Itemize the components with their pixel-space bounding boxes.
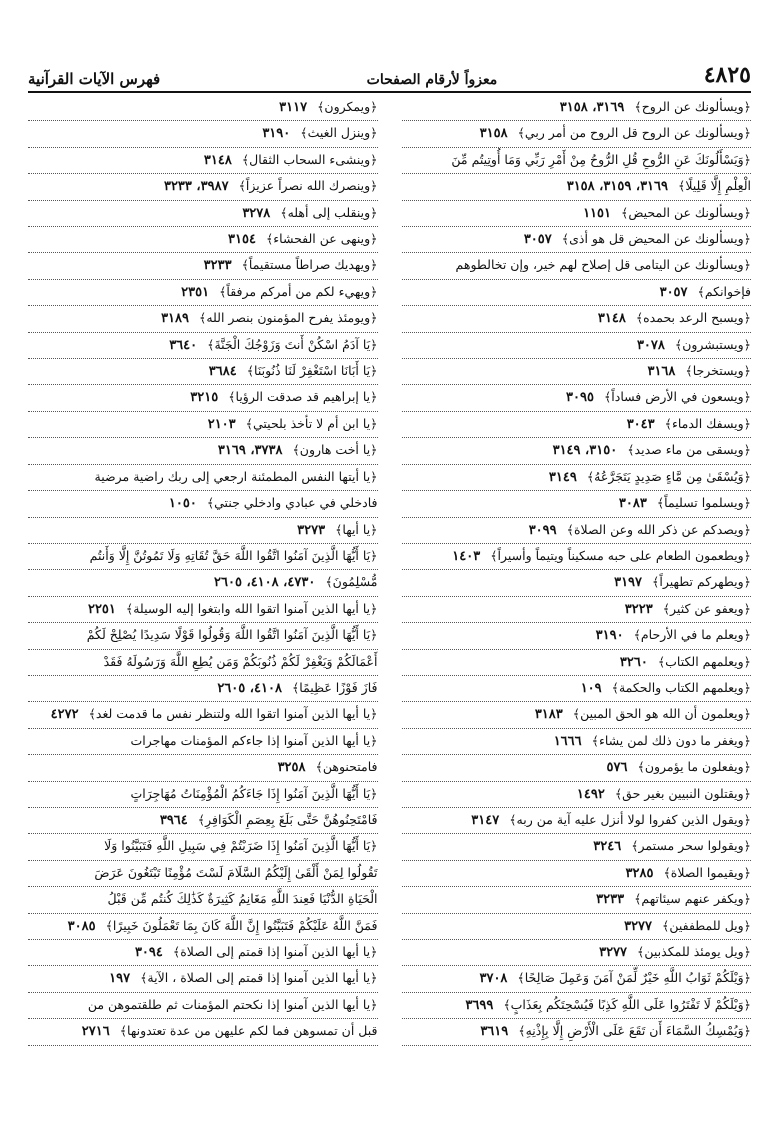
verse-text: ﴿يا ابن أم لا تأخذ بلحيتي﴾ [245, 415, 378, 431]
verse-text: ﴿وَيَسْأَلُونَكَ عَنِ الرُّوحِ قُلِ الرُّوحُ مِنْ أَمْرِ رَبِّي وَمَا أُوتِيتُم مِّنَ [451, 151, 751, 167]
page-references: ٣١٥٠، ٣١٤٩ [552, 443, 618, 459]
index-entry [402, 306, 752, 332]
page-references [98, 892, 104, 907]
verse-text: ﴿ويعفو عن كثير﴾ [662, 600, 751, 616]
verse-text: ﴿ويسألونك عن المحيض قل هو أذى﴾ [561, 231, 751, 247]
index-entry [402, 359, 752, 385]
index-entry [402, 1019, 752, 1045]
page-references: ٣١٤٧ [471, 812, 500, 828]
page-references [121, 787, 127, 802]
page-references [94, 655, 100, 670]
page-references: ٣٢٧٣ [297, 522, 326, 538]
index-entry [402, 861, 752, 887]
right-column [402, 95, 752, 1125]
page-references: ٣١٩٧ [614, 575, 643, 591]
page-references [80, 549, 86, 564]
index-entry [28, 95, 378, 121]
left-column [28, 95, 378, 1125]
page-references: ٣١١٧ [279, 100, 308, 115]
verse-text: ﴿ويومئذ يفرح المؤمنون بنصر الله﴾ [199, 310, 378, 326]
verse-text: ﴿وينزل الغيث﴾ [300, 125, 378, 141]
verse-text: ﴿ويقيموا الصلاة﴾ [663, 864, 751, 880]
index-entry [402, 570, 752, 596]
index-entry [402, 148, 752, 174]
index-entry [402, 914, 752, 940]
verse-text: ﴿وَيْلَكُمْ ثَوَابُ اللَّهِ خَيْرٌ لِّمَنْ آمَنَ وَعَمِلَ صَالِحًا﴾ [517, 970, 751, 986]
index-entry [28, 1019, 378, 1045]
index-entry [28, 729, 378, 755]
verse-text: ﴿وَيْلَكُمْ لَا تَفْتَرُوا عَلَى اللَّهِ كَذِبًا فَيُسْحِتَكُم بِعَذَابٍ﴾ [503, 996, 751, 1012]
page-references: ٤٧٣٠، ٤١٠٨، ٢٦٠٥ [214, 575, 316, 591]
verse-text: ﴿ويقولوا سحر مستمر﴾ [631, 838, 751, 854]
page-number: ٤٨٢٥ [703, 62, 751, 88]
verse-text: ﴿يَا أَيُّهَا الَّذِينَ آمَنُوا إِذَا ضَرَبْتُمْ فِي سَبِيلِ اللَّهِ فَتَبَيَّنُوا وَلَا [104, 838, 378, 854]
verse-text: ﴿ويكفر عنهم سيئاتهم﴾ [634, 891, 751, 907]
index-entry [402, 834, 752, 860]
verse-text: الْعِلْمِ إِلَّا قَلِيلًا﴾ [678, 178, 751, 194]
page-references: ٣١٦٩، ٣١٥٩، ٣١٥٨ [566, 179, 668, 195]
index-entry [402, 702, 752, 728]
index-entry [28, 201, 378, 227]
page-references: ٣٧٣٨، ٣١٦٩ [217, 443, 283, 459]
index-entry [28, 914, 378, 940]
index-entry [28, 966, 378, 992]
index-entry [402, 280, 752, 306]
index-entry [28, 808, 378, 834]
verse-text: ﴿وَيُسْقَىٰ مِن مَّاءٍ صَدِيدٍ يَتَجَرَّعُهُ﴾ [586, 468, 751, 484]
page-references [77, 628, 83, 643]
index-entry [28, 834, 378, 860]
index-entry [402, 253, 752, 279]
page-references: ٣٠٥٧ [523, 232, 552, 248]
verse-text: ﴿ويقول الذين كفروا لولا أنزل عليه آية من ربه﴾ [509, 811, 751, 827]
page-references: ٣٠٨٥ [67, 918, 96, 934]
verse-text: ﴿ويعلمون أن الله هو الحق المبين﴾ [572, 706, 751, 722]
page-references: ٣١٨٩ [161, 311, 189, 327]
page-references [446, 258, 452, 273]
verse-text: ﴿ويقتلون النبيين بغير حق﴾ [614, 785, 751, 801]
verse-text: ﴿وينشىء السحاب الثقال﴾ [241, 151, 378, 167]
verse-text: ﴿يَا أَيُّهَا الَّذِينَ آمَنُوا إِذَا جَاءَكُمُ الْمُؤْمِنَاتُ مُهَاجِرَاتٍ [130, 785, 378, 801]
page-references: ٣١٨٣ [534, 707, 563, 723]
index-entry [28, 676, 378, 702]
verse-text: ﴿يَا آدَمُ اسْكُنْ أَنتَ وَزَوْجُكَ الْجَنَّةَ﴾ [207, 336, 378, 352]
page-references: ٣٠٩٥ [566, 390, 594, 406]
index-entry [402, 676, 752, 702]
index-entry [402, 729, 752, 755]
verse-text: فادخلي في عبادي وادخلي جنتي﴾ [206, 495, 378, 511]
index-entry [402, 385, 752, 411]
page-references: ٣٢٥٨ [277, 760, 306, 776]
verse-text: ﴿ويسلموا تسليماً﴾ [656, 495, 751, 511]
index-entry [402, 518, 752, 544]
index-entry [402, 993, 752, 1019]
page-references: ٣٢٣٣ [203, 258, 232, 274]
index-entry [402, 412, 752, 438]
verse-text: ﴿وينصرك الله نصراً عزيزاً﴾ [238, 178, 378, 194]
page-references: ١٤٩٢ [576, 786, 605, 802]
verse-text: ﴿يَا أَيُّهَا الَّذِينَ آمَنُوا اتَّقُوا اللَّهَ حَقَّ تُقَاتِهِ وَلَا تَمُوتُنَّ إِلَّا وَأَنتُم [89, 547, 378, 563]
verse-text: ﴿ويطعمون الطعام على حبه مسكيناً ويتيماً وأسيراً﴾ [490, 547, 751, 563]
verse-text: ﴿وَيُمْسِكُ السَّمَاءَ أَن تَقَعَ عَلَى الْأَرْضِ إِلَّا بِإِذْنِهِ﴾ [518, 1023, 751, 1039]
index-entry [402, 808, 752, 834]
verse-text: ﴿ويصدكم عن ذكر الله وعن الصلاة﴾ [566, 521, 751, 537]
index-entry [28, 121, 378, 147]
index-entry [28, 940, 378, 966]
index-entry [402, 623, 752, 649]
page-references: ١٠٥٠ [168, 496, 197, 512]
index-entry [28, 518, 378, 544]
index-entry [28, 650, 378, 676]
page-references: ١١٥١ [583, 205, 611, 221]
verse-text: ﴿ويفعلون ما يؤمرون﴾ [637, 759, 751, 775]
index-entry [402, 544, 752, 570]
page-references: ٣١٥٨ [479, 126, 508, 142]
page-references: ٣٢٨٥ [625, 865, 654, 881]
verse-text: ﴿ويهديك صراطاً مستقيماً﴾ [241, 257, 378, 273]
verse-text: ﴿يا أيها﴾ [335, 521, 378, 537]
index-entry [402, 887, 752, 913]
index-entry [402, 95, 752, 121]
index-entry [28, 148, 378, 174]
verse-text: ﴿ويعلمهم الكتاب والحكمة﴾ [611, 679, 751, 695]
verse-text: أَعْمَالَكُمْ وَيَغْفِرْ لَكُمْ ذُنُوبَكُمْ وَمَن يُطِعِ اللَّهَ وَرَسُولَهُ فَقَدْ [103, 653, 378, 669]
index-entry [28, 227, 378, 253]
page-references: ٣١٤٨ [597, 311, 626, 327]
index-entry [28, 280, 378, 306]
index-entry [28, 702, 378, 728]
page-references [78, 998, 84, 1013]
verse-text: ﴿ويسألونك عن الروح قل الروح من أمر ربي﴾ [517, 125, 751, 141]
page-references: ٣٦١٩ [480, 1024, 509, 1040]
verse-text: ﴿وينقلب إلى أهله﴾ [280, 204, 378, 220]
index-entry [402, 650, 752, 676]
page-references [85, 470, 91, 485]
index-entry [28, 755, 378, 781]
page-references: ٣٢٧٨ [242, 205, 271, 221]
index-entry [28, 570, 378, 596]
index-entry [402, 966, 752, 992]
index-entry [28, 887, 378, 913]
index-entry [28, 623, 378, 649]
page-references: ٣٦٩٩ [465, 997, 494, 1013]
verse-text: ﴿ويسبح الرعد بحمده﴾ [635, 310, 751, 326]
page-references: ٣١٩٠ [595, 628, 624, 644]
index-entry [402, 755, 752, 781]
verse-text: ﴿ويستخرجا﴾ [685, 363, 751, 379]
page-references: ٣١٦٩، ٣١٥٨ [559, 100, 625, 115]
page-references: ١٤٠٣ [452, 548, 481, 564]
verse-text: ﴿يَا أَبَانَا اسْتَغْفِرْ لَنَا ذُنُوبَنَا﴾ [246, 363, 378, 379]
page-references: ٣١٦٨ [647, 364, 676, 380]
verse-text: فَامْتَحِنُوهُنَّ حَتَّى بَلَغَ بِعِصَمِ الْكَوَافِرِ﴾ [197, 811, 378, 827]
page-references: ٣٠٥٧ [659, 284, 688, 300]
verse-text: ﴿يا أيها الذين آمنوا اتقوا الله وابتغوا إليه الوسيلة﴾ [125, 600, 378, 616]
verse-text: ﴿يا أيها الذين آمنوا إذا نكحتم المؤمنات ثم طلقتموهن من [87, 996, 378, 1012]
page-references: ٣١٩٠ [262, 126, 291, 142]
index-columns [28, 95, 751, 1125]
page-references: ٤١٠٨، ٢٦٠٥ [217, 680, 282, 696]
index-entry [402, 465, 752, 491]
verse-text: ﴿ويهيء لكم من أمركم مرفقاً﴾ [219, 283, 378, 299]
index-title: فهرس الآيات القرآنية [28, 70, 161, 88]
verse-text: فَازَ فَوْزًا عَظِيمًا﴾ [291, 679, 378, 695]
page-references: ٣١٥٤ [228, 232, 256, 248]
verse-text: ﴿ويسألونك عن الروح﴾ [634, 99, 751, 114]
verse-text: ﴿ويل للمطففين﴾ [662, 917, 751, 933]
verse-text: تَقُولُوا لِمَنْ أَلْقَىٰ إِلَيْكُمُ السَّلَامَ لَسْتَ مُؤْمِنًا تَبْتَغُونَ عَرَضَ [94, 864, 378, 880]
verse-text: قبل أن تمسوهن فما لكم عليهن من عدة تعتدونها﴾ [119, 1023, 378, 1039]
verse-text: فإخوانكم﴾ [697, 283, 751, 299]
running-title: معزواً لأرقام الصفحات [366, 72, 498, 88]
verse-text: ﴿يا إبراهيم قد صدقت الرؤيا﴾ [228, 389, 378, 405]
verse-text: ﴿ويستبشرون﴾ [674, 336, 751, 352]
index-entry [28, 306, 378, 332]
page-references: ٣٢١٥ [190, 390, 219, 406]
verse-text: ﴿ويسعون في الأرض فساداً﴾ [603, 389, 751, 405]
verse-text: الْحَيَاةِ الدُّنْيَا فَعِندَ اللَّهِ مَغَانِمُ كَثِيرَةٌ كَذَٰلِكَ كُنتُم مِّن قَبْلُ [107, 891, 378, 907]
verse-text: فامتحنوهن﴾ [315, 759, 378, 775]
page-references: ٣١٤٩ [548, 469, 577, 485]
index-entry [28, 597, 378, 623]
page-references: ٤٢٧٢ [50, 707, 79, 723]
verse-text: ﴿يا أخت هارون﴾ [292, 442, 378, 458]
verse-text: ﴿يا أيتها النفس المطمئنة ارجعي إلى ربك راضية مرضية [94, 468, 378, 484]
verse-text: ﴿وينهى عن الفحشاء﴾ [265, 231, 378, 247]
index-entry [402, 782, 752, 808]
page-references: ٣٦٨٤ [208, 364, 237, 380]
verse-text: ﴿يا أيها الذين آمنوا إذا قمتم إلى الصلاة﴾ [172, 944, 378, 959]
page-references: ٣٧٠٨ [479, 971, 508, 987]
index-entry [402, 940, 752, 966]
page-header [28, 58, 751, 93]
page-references: ٣٩٨٧، ٣٢٣٣ [163, 179, 229, 195]
page-references: ٢٢٥١ [87, 601, 116, 617]
index-entry [402, 201, 752, 227]
index-entry [28, 438, 378, 464]
verse-text: ﴿ويل يومئذ للمكذبين﴾ [637, 944, 751, 959]
page-references [121, 734, 127, 749]
page-references: ٣٢٧٧ [599, 945, 628, 960]
verse-text: ﴿يا أيها الذين آمنوا اتقوا الله ولتنظر نفس ما قدمت لغد﴾ [88, 706, 378, 722]
verse-text: ﴿ويطهركم تطهيراً﴾ [652, 574, 751, 590]
page-references: ٣٢٤٦ [593, 839, 622, 855]
page-references: ٣٦٤٠ [169, 337, 198, 353]
page-references: ٣٢٢٣ [624, 601, 653, 617]
verse-text: مُّسْلِمُونَ﴾ [325, 574, 378, 590]
page-references: ٣٢٣٣ [596, 892, 625, 908]
verse-text: ﴿يا أيها الذين آمنوا إذا جاءكم المؤمنات مهاجرات [130, 732, 378, 748]
verse-text: ﴿ويغفر ما دون ذلك لمن يشاء﴾ [591, 732, 751, 748]
index-entry [28, 174, 378, 200]
verse-text: ﴿ويسقى من ماء صديد﴾ [627, 442, 751, 458]
page-references: ٥٧٦ [606, 760, 628, 776]
index-entry [402, 174, 752, 200]
verse-text: ﴿ويسألونك عن المحيض﴾ [621, 204, 751, 220]
page-references: ٣٠٨٣ [618, 496, 647, 512]
verse-text: ﴿يا أيها الذين آمنوا إذا قمتم إلى الصلاة ، الآية﴾ [140, 970, 378, 986]
index-entry [28, 385, 378, 411]
page-references: ٢٧١٦ [81, 1024, 110, 1040]
index-entry [28, 333, 378, 359]
index-entry [28, 993, 378, 1019]
index-entry [28, 544, 378, 570]
index-entry [28, 782, 378, 808]
page-references: ١٦٦٦ [553, 733, 582, 749]
verse-text: فَمَنَّ اللَّهُ عَلَيْكُمْ فَتَبَيَّنُوا إِنَّ اللَّهَ كَانَ بِمَا تَعْمَلُونَ خَبِيرًا﴾ [105, 917, 378, 933]
index-entry [28, 253, 378, 279]
page-references: ٣١٤٨ [203, 152, 232, 168]
page-references: ٣٠٤٣ [626, 416, 655, 432]
index-entry [402, 227, 752, 253]
verse-text: ﴿ويسفك الدماء﴾ [664, 415, 751, 431]
page-references: ٣٢٦٠ [619, 654, 648, 670]
index-entry [402, 333, 752, 359]
page-references: ٣٢٧٧ [624, 918, 653, 934]
verse-text: ﴿ويعلم ما في الأرحام﴾ [633, 627, 751, 643]
page-references: ٣٠٧٨ [636, 337, 665, 353]
index-entry [28, 861, 378, 887]
page-references: ٢١٠٣ [207, 416, 236, 432]
index-entry [28, 465, 378, 491]
verse-text: ﴿ويمكرون﴾ [317, 99, 378, 114]
verse-text: ﴿يَا أَيُّهَا الَّذِينَ آمَنُوا اتَّقُوا اللَّهَ وَقُولُوا قَوْلًا سَدِيدًا يُصْلِحْ لَكُمْ [86, 627, 378, 643]
page-references: ٣٠٩٤ [134, 945, 163, 960]
index-entry [402, 491, 752, 517]
page-references: ١٩٧ [109, 971, 131, 987]
page-references: ١٠٩ [580, 680, 602, 696]
index-entry [28, 491, 378, 517]
page-references: ٣٩٦٤ [159, 812, 188, 828]
verse-text: ﴿ويسألونك عن اليتامى قل إصلاح لهم خير، وإن تخالطوهم [455, 257, 751, 273]
page-references: ٢٣٥١ [181, 284, 210, 300]
index-entry [28, 412, 378, 438]
index-entry [402, 597, 752, 623]
verse-text: ﴿ويعلمهم الكتاب﴾ [657, 653, 751, 669]
index-entry [28, 359, 378, 385]
index-entry [402, 121, 752, 147]
index-entry [402, 438, 752, 464]
page-references: ٣٠٩٩ [528, 522, 557, 538]
